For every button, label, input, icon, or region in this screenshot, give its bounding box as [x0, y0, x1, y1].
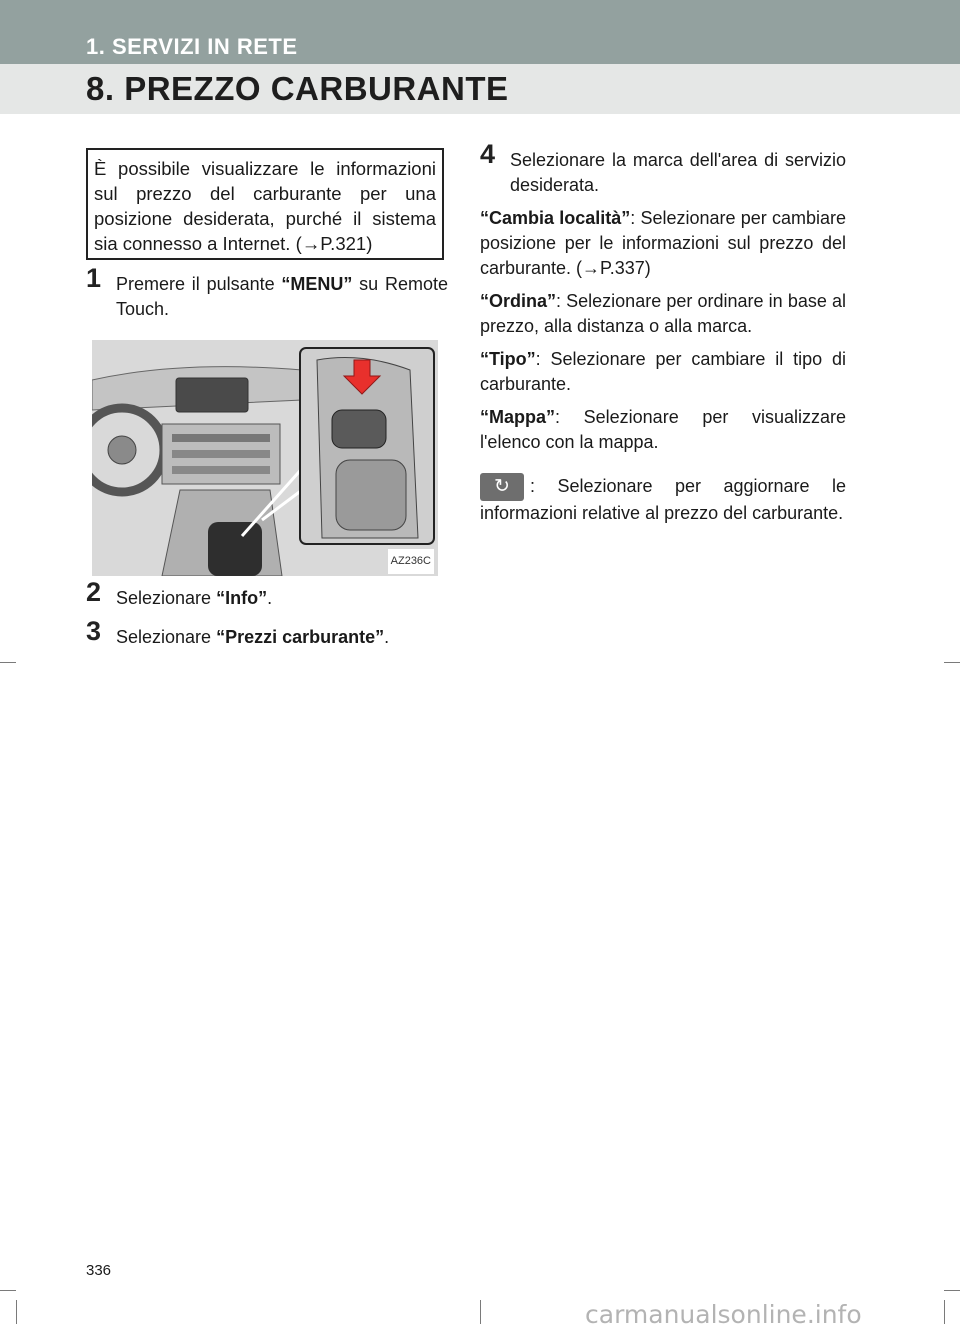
option-refresh: [480, 473, 846, 526]
step-2: [86, 577, 448, 611]
option-desc: : Selezionare per visualizzare l'elenco con la mappa.: [480, 407, 846, 452]
option-desc: : Selezionare per cambiare il tipo di carburante.: [480, 349, 846, 394]
figure-label: AZ236C: [388, 549, 434, 574]
watermark: carmanualsonline.info: [585, 1300, 862, 1329]
page-title: 8. PREZZO CARBURANTE: [86, 70, 509, 107]
option-ordina: [480, 289, 846, 339]
crop-mark: [944, 1290, 960, 1291]
step-text-end: .: [267, 588, 273, 608]
section-label: 1. SERVIZI IN RETE: [86, 34, 298, 59]
crop-mark: [944, 1300, 945, 1324]
step-keyword: “MENU”: [281, 274, 353, 294]
step-3: [86, 616, 448, 650]
crop-mark: [944, 662, 960, 663]
option-mappa: [480, 405, 846, 455]
option-cambia-localita: [480, 206, 846, 281]
option-term: “Mappa”: [480, 407, 556, 427]
option-desc: : Selezionare per ordinare in base al prezzo, alla distanza o alla marca.: [480, 291, 846, 336]
step-text: Premere il pulsante: [116, 274, 282, 294]
step-1: [86, 263, 448, 322]
step-text: Selezionare: [116, 627, 217, 647]
step-text-end: su Remote Touch.: [116, 274, 448, 319]
car-interior-image: [92, 340, 438, 576]
step-text-end: .: [384, 627, 390, 647]
crop-mark: [480, 1300, 481, 1324]
option-term: “Cambia località”: [480, 208, 631, 228]
refresh-icon: ↻: [480, 473, 524, 501]
option-tipo: [480, 347, 846, 397]
step-number: 1: [86, 263, 102, 293]
console-illustration: [92, 340, 438, 576]
left-column: [86, 263, 448, 650]
option-term: “Tipo”: [480, 349, 536, 369]
step-number: 2: [86, 577, 102, 607]
step-number: 4: [480, 139, 496, 169]
page-number: 336: [86, 1262, 112, 1279]
crop-mark: [0, 662, 16, 663]
step-keyword: “Prezzi carburante”: [216, 627, 385, 647]
option-desc: : Selezionare per cambiare posizione per le informazioni sul prezzo del carburante. (→P.337): [480, 208, 846, 278]
step-text: Selezionare la marca dell'area di servizio desiderata.: [510, 150, 846, 195]
step-text: Selezionare: [116, 588, 217, 608]
option-desc: : Selezionare per aggiornare le informazioni relative al prezzo del carburante.: [480, 475, 846, 523]
option-term: “Ordina”: [480, 291, 557, 311]
crop-mark: [0, 1290, 16, 1291]
intro-box: [86, 148, 444, 260]
step-4: [480, 139, 846, 198]
crop-mark: [16, 1300, 17, 1324]
step-keyword: “Info”: [216, 588, 268, 608]
step-number: 3: [86, 616, 102, 646]
intro-text: È possibile visualizzare le informazioni sul prezzo del carburante per una posizione desiderata, purché il sistema sia connesso a Internet. (→P.321): [94, 158, 436, 254]
right-column: [480, 139, 846, 534]
